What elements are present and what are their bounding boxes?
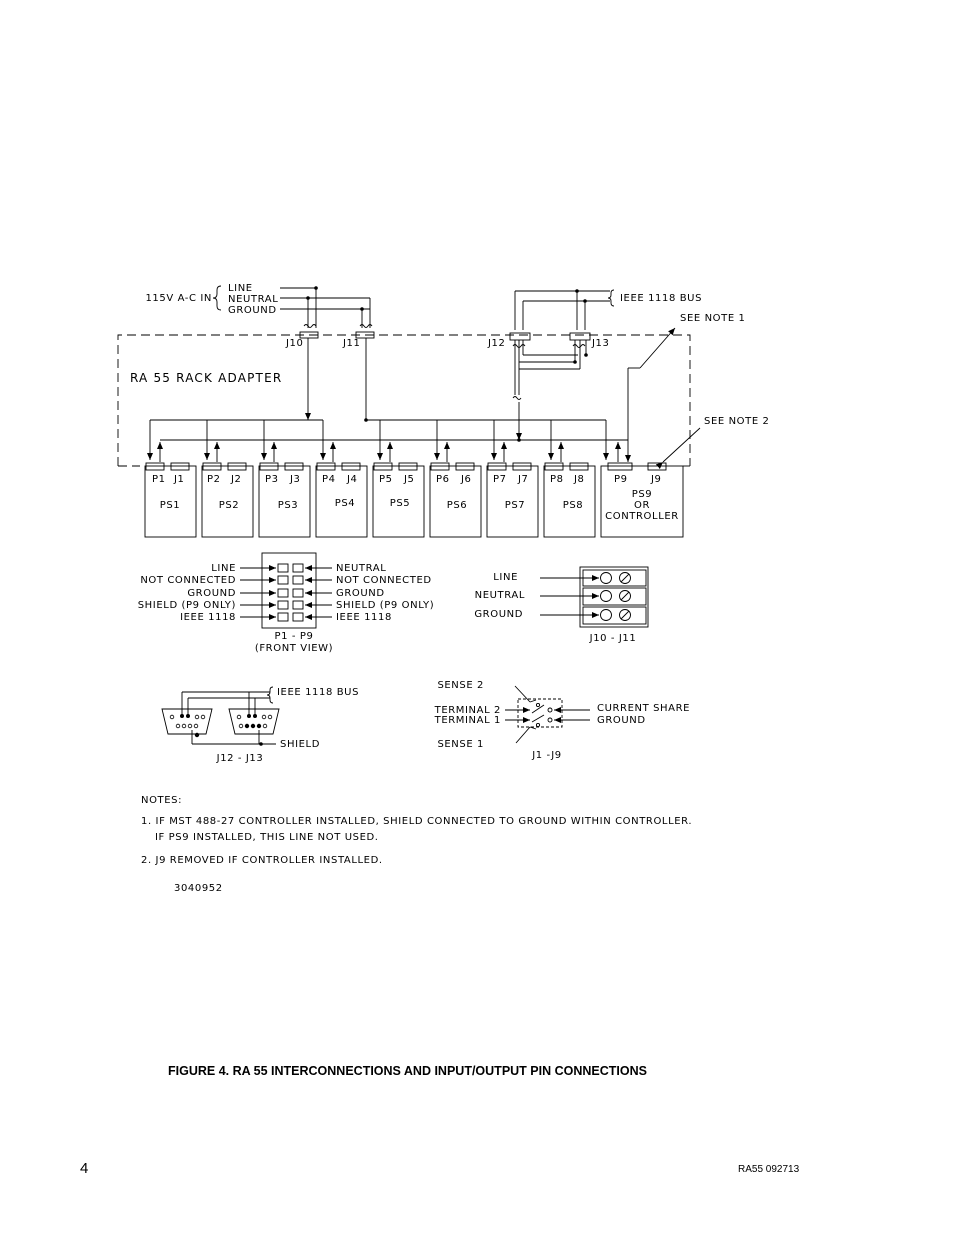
j10-label: J10	[286, 338, 304, 349]
j-label: J1	[174, 474, 185, 485]
module-ps5	[379, 474, 415, 509]
p-label: P7	[493, 474, 507, 485]
rack-label: RA 55 RACK ADAPTER	[130, 371, 283, 385]
p-label: P3	[265, 474, 279, 485]
see-note-2: SEE NOTE 2	[704, 416, 770, 427]
pin-label: LINE	[211, 563, 236, 574]
pinout-caption: P1 - P9	[274, 631, 314, 642]
j-label: J8	[574, 474, 585, 485]
pin-label: NOT CONNECTED	[336, 575, 432, 586]
module-ps6	[436, 474, 472, 511]
pin-label: SHIELD (P9 ONLY)	[336, 600, 435, 611]
doc-id: RA55 092713	[738, 1164, 800, 1175]
pin-label: GROUND	[597, 715, 646, 726]
pinout-caption: J10 - J11	[589, 633, 637, 644]
j-label: J2	[231, 474, 242, 485]
module-name: PS2	[218, 500, 240, 511]
note-1-line-2: IF PS9 INSTALLED, THIS LINE NOT USED.	[155, 832, 379, 843]
pin-label: NEUTRAL	[474, 590, 525, 601]
input-line-label: LINE	[228, 283, 253, 294]
pin-label: SHIELD (P9 ONLY)	[137, 600, 236, 611]
pin-label: TERMINAL 2	[434, 705, 501, 716]
module-name: PS8	[562, 500, 584, 511]
pin-label: GROUND	[187, 588, 236, 599]
bus-label: IEEE 1118 BUS	[620, 293, 703, 304]
j11-label: J11	[343, 338, 361, 349]
shield-label: SHIELD	[280, 739, 321, 750]
bus-label: IEEE 1118 BUS	[277, 687, 360, 698]
j12-pinout	[216, 687, 359, 764]
module-ps1	[152, 474, 185, 511]
module-name: PS5	[389, 498, 411, 509]
p-label: P4	[322, 474, 336, 485]
module-ps3	[265, 474, 301, 511]
pinout-caption: J12 - J13	[216, 753, 264, 764]
p-label: P2	[207, 474, 221, 485]
note-2: 2. J9 REMOVED IF CONTROLLER INSTALLED.	[141, 855, 383, 866]
module-name: PS3	[277, 500, 299, 511]
module-name: PS1	[159, 500, 181, 511]
module-name: PS9	[631, 489, 653, 500]
pin-label: NOT CONNECTED	[140, 575, 236, 586]
input-title: 115V A-C IN	[145, 293, 212, 304]
j12-label: J12	[488, 338, 506, 349]
pin-label: SENSE 2	[437, 680, 484, 691]
p-label: P5	[379, 474, 393, 485]
p-label: P1	[152, 474, 166, 485]
j-label: J7	[518, 474, 529, 485]
see-note-1: SEE NOTE 1	[680, 313, 746, 324]
j-label: J4	[347, 474, 358, 485]
j-label: J3	[290, 474, 301, 485]
pin-label: TERMINAL 1	[434, 715, 501, 726]
drawing-number: 3040952	[174, 883, 223, 894]
module-name: PS7	[504, 500, 526, 511]
p-pinout	[138, 563, 435, 654]
module-ps9	[605, 474, 679, 522]
note-1-line-1: 1. IF MST 488-27 CONTROLLER INSTALLED, SHIELD CONNECTED TO GROUND WITHIN CONTROLLER.	[141, 816, 693, 827]
figure-caption: FIGURE 4. RA 55 INTERCONNECTIONS AND INPUT/OUTPUT PIN CONNECTIONS	[168, 1064, 647, 1078]
input-neutral-label: NEUTRAL	[228, 294, 279, 305]
module-ps4	[322, 474, 358, 509]
pin-label: CURRENT SHARE	[597, 703, 691, 714]
j-label: J6	[461, 474, 472, 485]
pinout-caption: (FRONT VIEW)	[254, 643, 334, 654]
p-label: P8	[550, 474, 564, 485]
pinout-caption: J1 -J9	[532, 750, 562, 761]
p-label: P9	[614, 474, 628, 485]
j13-label: J13	[592, 338, 610, 349]
module-name-or: OR	[633, 500, 651, 511]
module-name: PS4	[334, 498, 356, 509]
notes-heading: NOTES:	[141, 795, 183, 806]
module-ps2	[207, 474, 242, 511]
pin-label: LINE	[493, 572, 518, 583]
module-ps8	[550, 474, 585, 511]
module-name: PS6	[446, 500, 468, 511]
page-number: 4	[80, 1160, 89, 1177]
notes	[141, 795, 692, 894]
input-ground-label: GROUND	[228, 305, 277, 316]
pin-label: IEEE 1118	[180, 612, 236, 623]
p-label: P6	[436, 474, 450, 485]
pin-label: SENSE 1	[437, 739, 484, 750]
j10-pinout	[474, 572, 636, 644]
j-label: J5	[404, 474, 415, 485]
module-ps7	[493, 474, 529, 511]
pin-label: GROUND	[336, 588, 385, 599]
module-name-controller: CONTROLLER	[605, 511, 679, 522]
pin-label: IEEE 1118	[336, 612, 392, 623]
pin-label: NEUTRAL	[336, 563, 387, 574]
j-label: J9	[651, 474, 662, 485]
pin-label: GROUND	[474, 609, 523, 620]
